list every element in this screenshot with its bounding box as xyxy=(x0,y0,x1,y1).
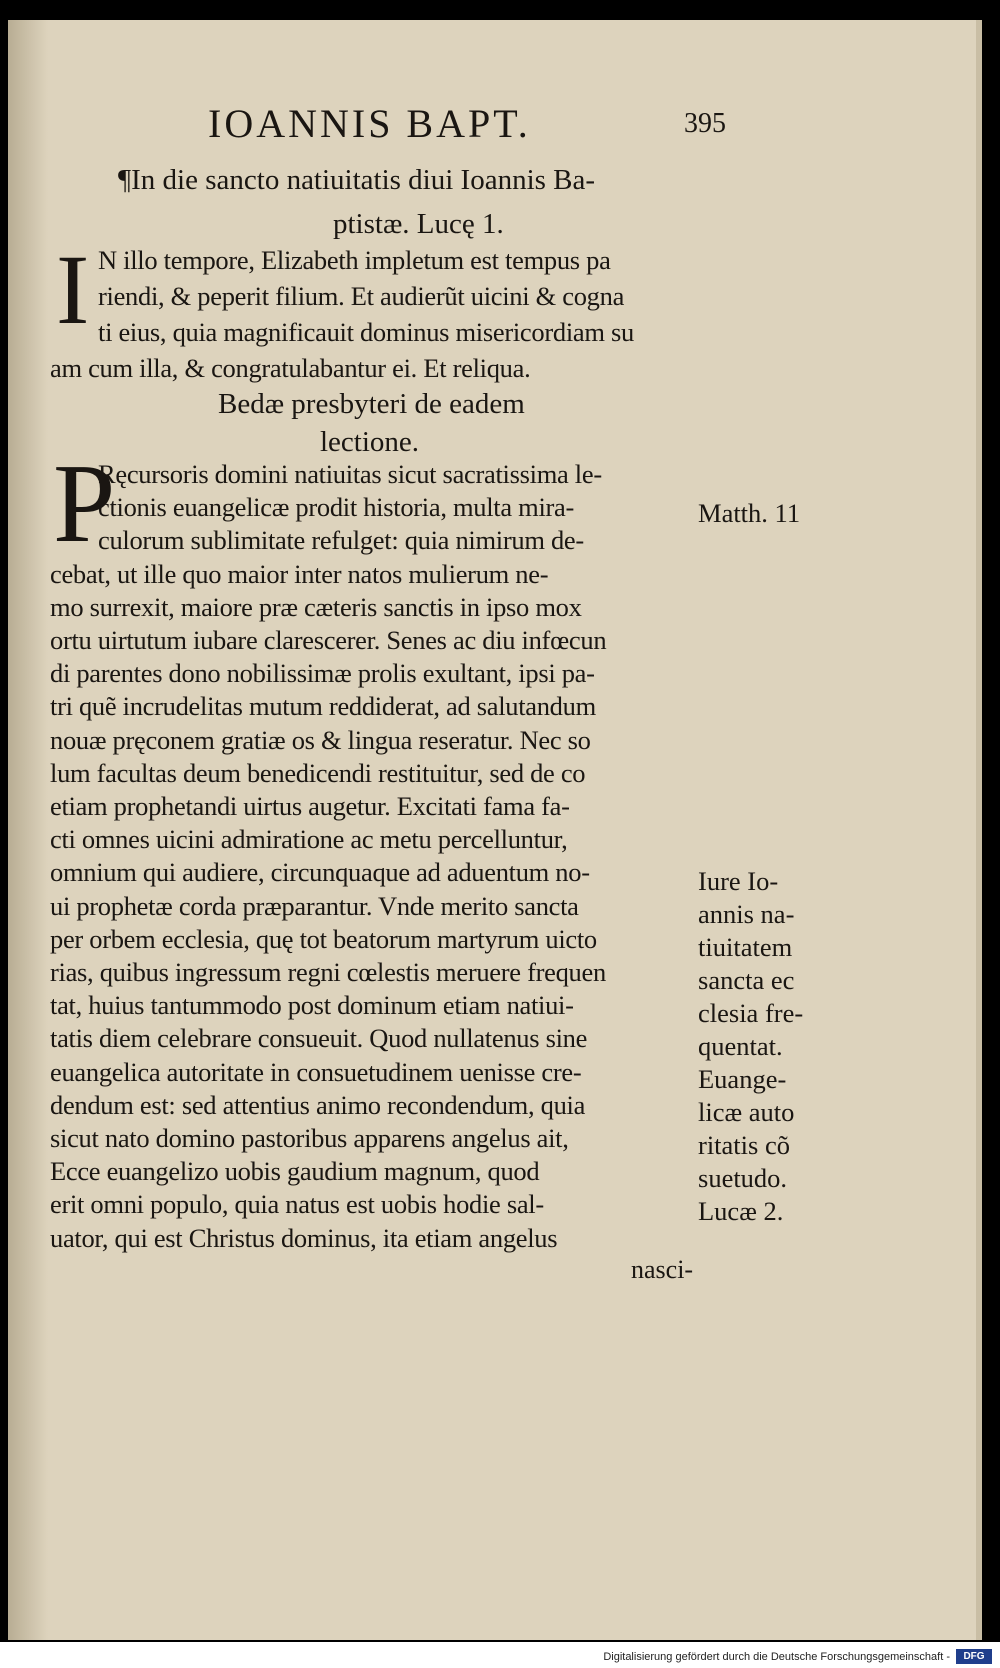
homily-line: dendum est: sed attentius animo recondendum, quia xyxy=(50,1089,586,1120)
gospel-line: N illo tempore, Elizabeth impletum est tempus pa xyxy=(98,245,611,275)
homily-line: di parentes dono nobilissimæ prolis exultant, ipsi pa- xyxy=(50,658,595,689)
homily-line: tatis diem celebrare consueuit. Quod nullatenus sine xyxy=(50,1023,588,1054)
feast-heading-line-1: ¶In die sancto natiuitatis diui Ioannis Ba- xyxy=(118,164,596,196)
margin-note-line: clesia fre- xyxy=(698,998,804,1028)
catchword: nasci- xyxy=(631,1255,694,1284)
margin-note-matth: Matth. 11 xyxy=(698,498,801,528)
homily-line: omnium qui audiere, circunquaque ad aduentum no- xyxy=(50,857,590,888)
homily-line: mo surrexit, maiore præ cæteris sanctis in ipso mox xyxy=(50,591,582,622)
book-page xyxy=(8,20,982,1640)
homily-line: nouæ pręconem gratiæ os & lingua reseratur. Nec so xyxy=(50,724,591,755)
homily-line: culorum sublimitate refulget: quia nimirum de- xyxy=(98,525,584,556)
page-header xyxy=(208,100,726,160)
homily-line: cti omnes uicini admiratione ac metu percelluntur, xyxy=(50,824,568,855)
page-gutter xyxy=(8,20,48,1640)
homily-line: lum facultas deum benedicendi restituitur, sed de co xyxy=(50,757,586,788)
homily-line: Ecce euangelizo uobis gaudium magnum, quod xyxy=(50,1156,540,1187)
homily-line: ctionis euangelicæ prodit historia, multa mira- xyxy=(98,492,575,523)
homily-line: per orbem ecclesia, quę tot beatorum martyrum uicto xyxy=(50,923,597,954)
homily-line: ortu uirtutum iubare clarescerer. Senes ac diu infœcun xyxy=(50,625,607,656)
gospel-line: am cum illa, & congratulabantur ei. Et reliqua. xyxy=(50,353,531,383)
homily-line: rias, quibus ingressum regni cœlestis meruere frequen xyxy=(50,957,606,988)
homily-line: Ręcursoris domini natiuitas sicut sacratissima le- xyxy=(98,459,602,489)
homily-line: cebat, ut ille quo maior inter natos mulierum ne- xyxy=(50,558,549,589)
gospel-dropcap: I xyxy=(56,234,90,345)
homily-line: tat, huius tantummodo post dominum etiam natiui- xyxy=(50,990,574,1021)
homily-line: erit omni populo, quia natus est uobis hodie sal- xyxy=(50,1189,544,1220)
homily-line: euangelica autoritate in consuetudinem uenisse cre- xyxy=(50,1056,582,1087)
homily-line: tri quẽ incrudelitas mutum reddiderat, ad salutandum xyxy=(50,691,596,722)
homily-text xyxy=(50,458,740,1255)
margin-note-line: Lucæ 2. xyxy=(698,1196,784,1226)
footer-credit: Digitalisierung gefördert durch die Deutsche Forschungsgemeinschaft - xyxy=(603,1651,950,1663)
homily-line: uator, qui est Christus dominus, ita etiam angelus xyxy=(50,1222,558,1253)
homily-line: sicut nato domino pastoribus apparens angelus ait, xyxy=(50,1123,569,1154)
margin-note-line: Euange- xyxy=(698,1064,787,1094)
homily-dropcap: P xyxy=(53,442,116,566)
margin-note-line: quentat. xyxy=(698,1031,783,1061)
dfg-logo: DFG xyxy=(956,1649,992,1664)
margin-note-line: sancta ec xyxy=(698,965,795,995)
margin-note-line: annis na- xyxy=(698,899,795,929)
page-number: 395 xyxy=(684,108,726,139)
margin-note-line: suetudo. xyxy=(698,1163,788,1193)
section-title-line-2: lectione. xyxy=(320,426,420,458)
section-title xyxy=(218,385,638,461)
margin-note-line: licæ auto xyxy=(698,1097,795,1127)
running-title: IOANNIS BAPT. xyxy=(208,101,531,146)
digitization-footer xyxy=(0,1642,1000,1668)
gospel-line: riendi, & peperit filium. Et audierũt uicini & cogna xyxy=(98,281,625,311)
margin-note-line: Iure Io- xyxy=(698,866,779,896)
margin-note-line: tiuitatem xyxy=(698,932,793,962)
section-title-line-1: Bedæ presbyteri de eadem xyxy=(218,388,525,420)
gospel-line: ti eius, quia magnificauit dominus misericordiam su xyxy=(98,317,634,347)
feast-heading xyxy=(118,158,678,246)
gospel-text xyxy=(50,234,740,386)
homily-line: etiam prophetandi uirtus augetur. Excitati fama fa- xyxy=(50,791,570,822)
feast-heading-line-2: ptistæ. Lucę 1. xyxy=(333,208,504,240)
homily-line: ui prophetæ corda præparantur. Vnde merito sancta xyxy=(50,890,579,921)
margin-note-line: ritatis cõ xyxy=(698,1130,790,1160)
